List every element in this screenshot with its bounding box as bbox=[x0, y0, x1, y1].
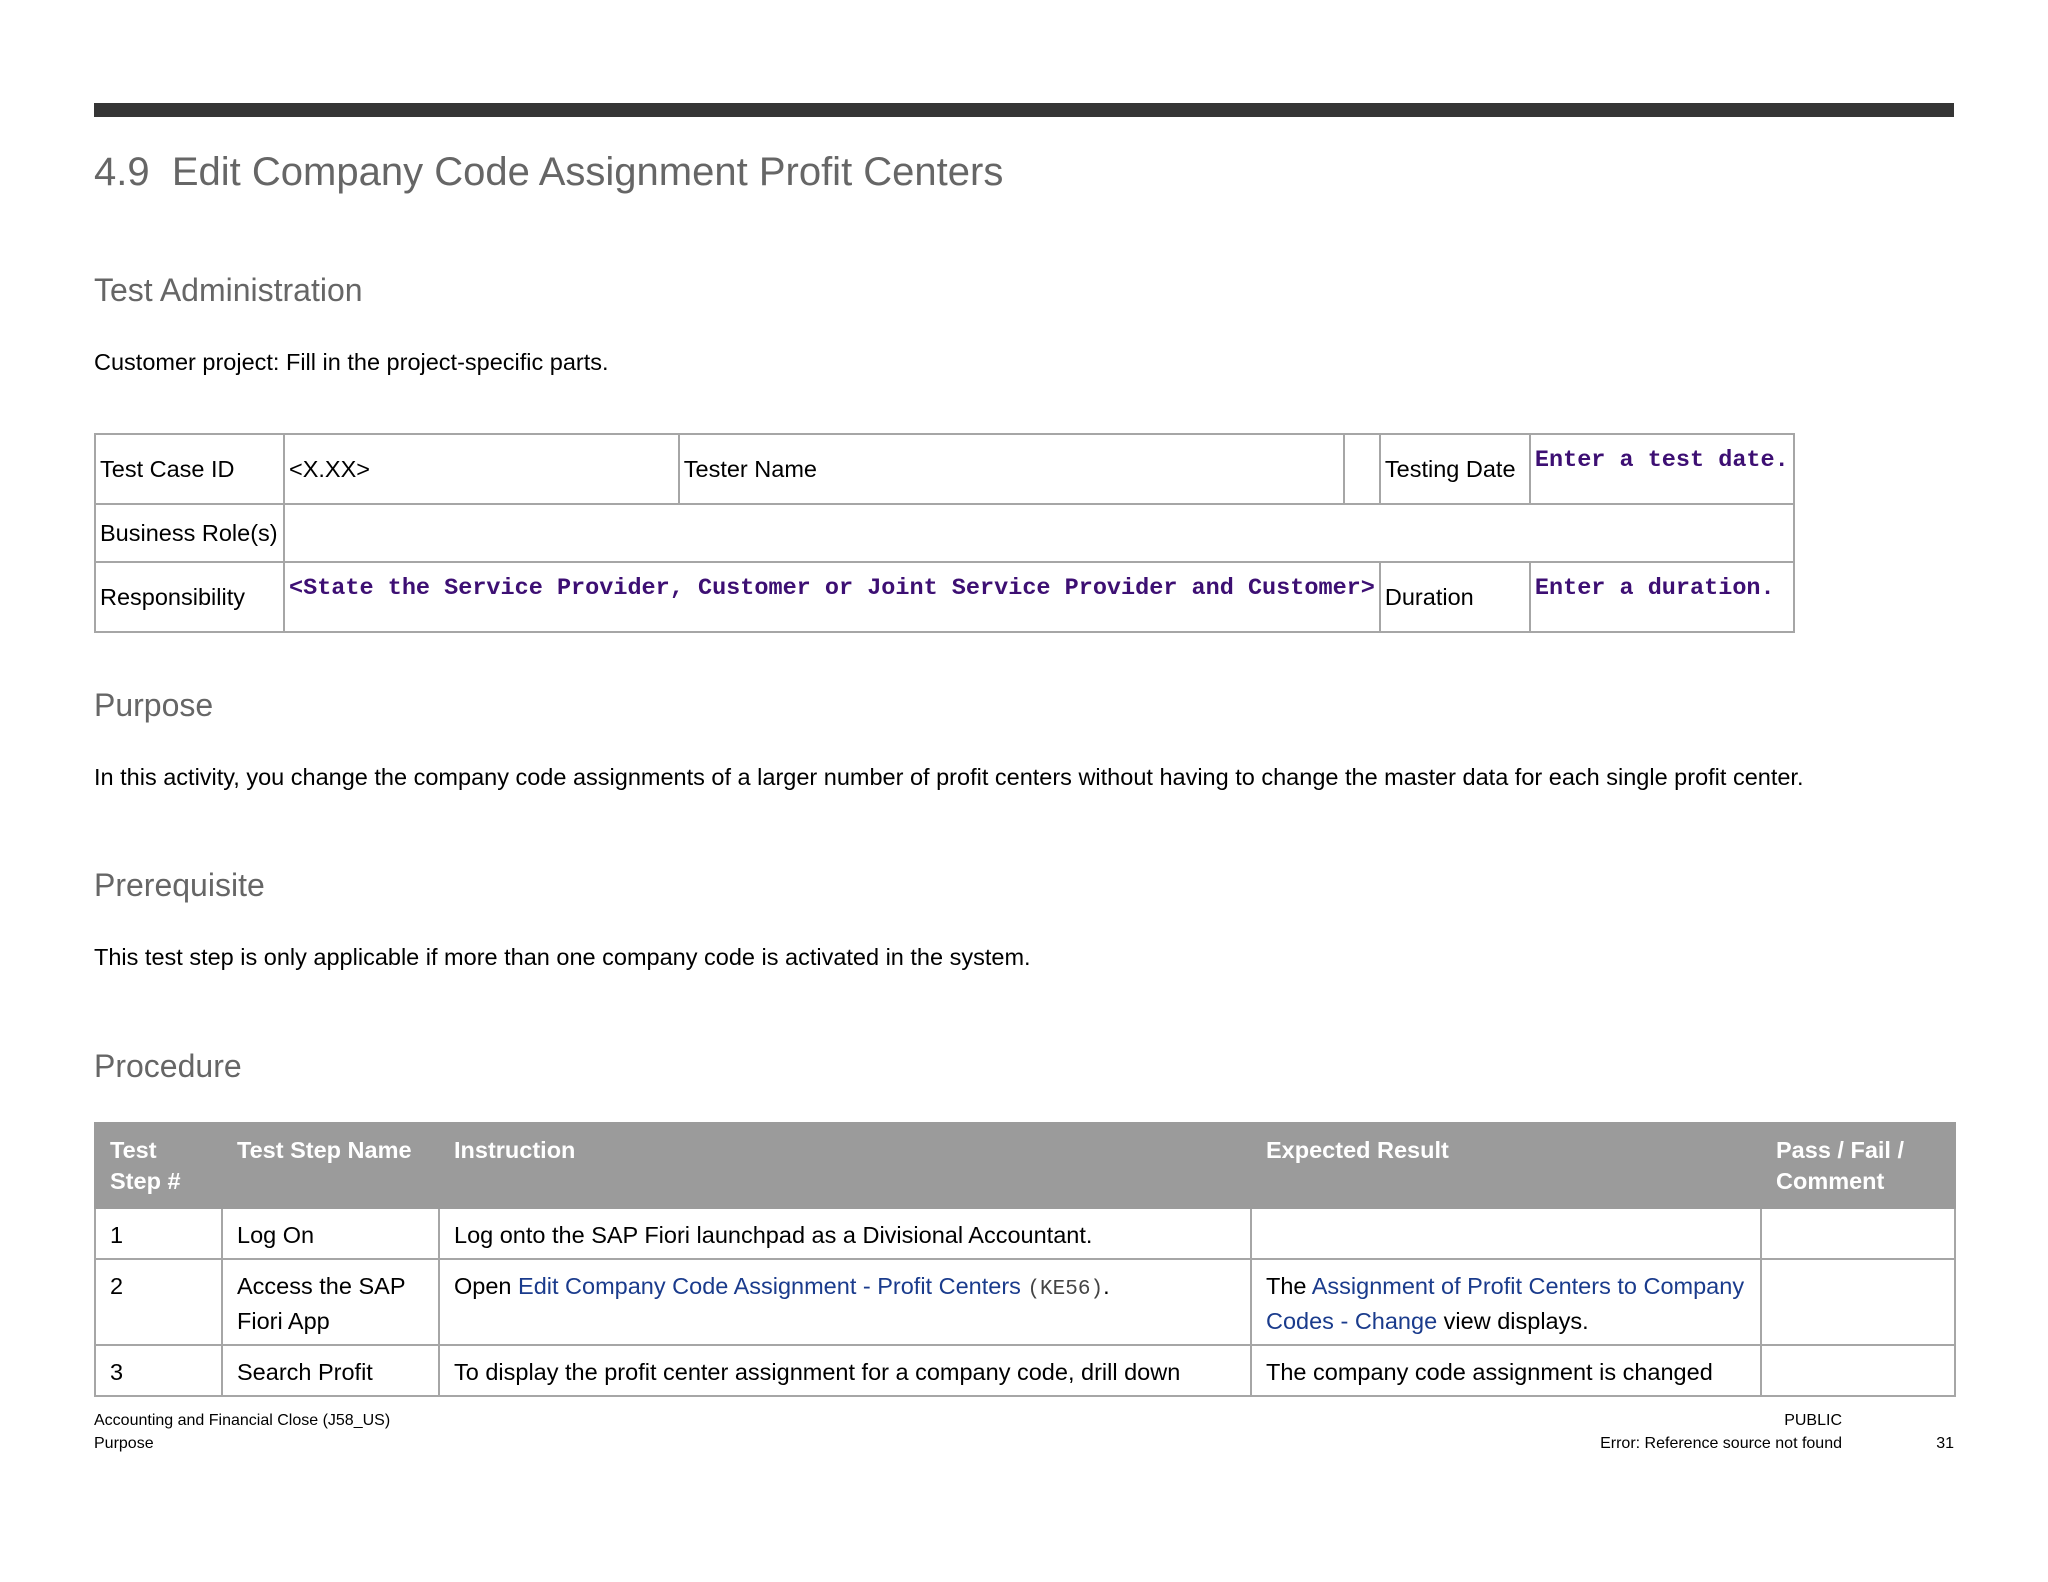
responsibility-label: Responsibility bbox=[95, 562, 284, 632]
step-number: 2 bbox=[95, 1259, 222, 1345]
col-header-instruction: Instruction bbox=[439, 1123, 1251, 1208]
step-expected-result: The company code assignment is changed bbox=[1251, 1345, 1761, 1396]
procedure-header-row bbox=[95, 1123, 1955, 1208]
test-case-id-value[interactable]: <X.XX> bbox=[284, 434, 679, 504]
admin-row-3 bbox=[95, 562, 1794, 632]
procedure-table bbox=[94, 1122, 1956, 1397]
step-number: 1 bbox=[95, 1208, 222, 1259]
transaction-code: (KE56) bbox=[1027, 1278, 1104, 1301]
prerequisite-heading: Prerequisite bbox=[94, 867, 265, 903]
view-link[interactable]: Assignment of Profit Centers to Company Codes - Change bbox=[1266, 1273, 1745, 1334]
table-row bbox=[95, 1345, 1955, 1396]
app-link[interactable]: Edit Company Code Assignment - Profit Centers bbox=[518, 1273, 1021, 1299]
section-title: Edit Company Code Assignment Profit Centers bbox=[171, 150, 1004, 194]
footer-classification: PUBLIC bbox=[1784, 1412, 1842, 1429]
result-prefix: The bbox=[1266, 1273, 1312, 1299]
duration-value[interactable]: Enter a duration. bbox=[1530, 562, 1794, 632]
prerequisite-text: This test step is only applicable if more than one company code is activated in the system. bbox=[94, 944, 1031, 970]
table-row bbox=[95, 1259, 1955, 1345]
step-instruction: Log onto the SAP Fiori launchpad as a Divisional Accountant. bbox=[439, 1208, 1251, 1259]
step-instruction bbox=[439, 1259, 1251, 1345]
step-expected-result bbox=[1251, 1259, 1761, 1345]
step-name: Log On bbox=[222, 1208, 439, 1259]
responsibility-value[interactable]: <State the Service Provider, Customer or Joint Service Provider and Customer> bbox=[284, 562, 1380, 632]
col-header-expected-result: Expected Result bbox=[1251, 1123, 1761, 1208]
tester-name-label: Tester Name bbox=[679, 434, 1344, 504]
tester-name-value[interactable] bbox=[1344, 434, 1380, 504]
test-admin-heading: Test Administration bbox=[94, 272, 363, 308]
section-number: 4.9 bbox=[94, 150, 150, 194]
col-header-pass-fail: Pass / Fail / Comment bbox=[1761, 1123, 1955, 1208]
procedure-heading: Procedure bbox=[94, 1048, 242, 1084]
page-title bbox=[94, 150, 1003, 195]
test-case-id-label: Test Case ID bbox=[95, 434, 284, 504]
footer-page-number: 31 bbox=[1936, 1435, 1954, 1452]
step-instruction: To display the profit center assignment for a company code, drill down bbox=[439, 1345, 1251, 1396]
col-header-step: Test Step # bbox=[95, 1123, 222, 1208]
top-rule bbox=[94, 103, 1954, 117]
test-admin-note: Customer project: Fill in the project-specific parts. bbox=[94, 349, 609, 375]
footer-section: Purpose bbox=[94, 1435, 154, 1452]
testing-date-value[interactable]: Enter a test date. bbox=[1530, 434, 1794, 504]
step-expected-result bbox=[1251, 1208, 1761, 1259]
admin-row-1 bbox=[95, 434, 1794, 504]
result-suffix: view displays. bbox=[1437, 1308, 1589, 1334]
testing-date-label: Testing Date bbox=[1380, 434, 1530, 504]
instruction-suffix: . bbox=[1103, 1273, 1110, 1299]
purpose-heading: Purpose bbox=[94, 687, 214, 723]
business-roles-label: Business Role(s) bbox=[95, 504, 284, 562]
test-admin-table bbox=[94, 433, 1795, 633]
footer-reference-error: Error: Reference source not found bbox=[1600, 1435, 1842, 1452]
step-pass-fail[interactable] bbox=[1761, 1208, 1955, 1259]
admin-row-2 bbox=[95, 504, 1794, 562]
purpose-text: In this activity, you change the company code assignments of a larger number of profit centers without having to change the master data for each single profit center. bbox=[94, 764, 1804, 790]
step-name: Search Profit bbox=[222, 1345, 439, 1396]
step-pass-fail[interactable] bbox=[1761, 1345, 1955, 1396]
business-roles-value[interactable] bbox=[284, 504, 1794, 562]
duration-label: Duration bbox=[1380, 562, 1530, 632]
col-header-step-name: Test Step Name bbox=[222, 1123, 439, 1208]
step-name: Access the SAP Fiori App bbox=[222, 1259, 439, 1345]
footer-doc-title: Accounting and Financial Close (J58_US) bbox=[94, 1412, 391, 1429]
step-pass-fail[interactable] bbox=[1761, 1259, 1955, 1345]
step-number: 3 bbox=[95, 1345, 222, 1396]
instruction-prefix: Open bbox=[454, 1273, 519, 1299]
table-row bbox=[95, 1208, 1955, 1259]
